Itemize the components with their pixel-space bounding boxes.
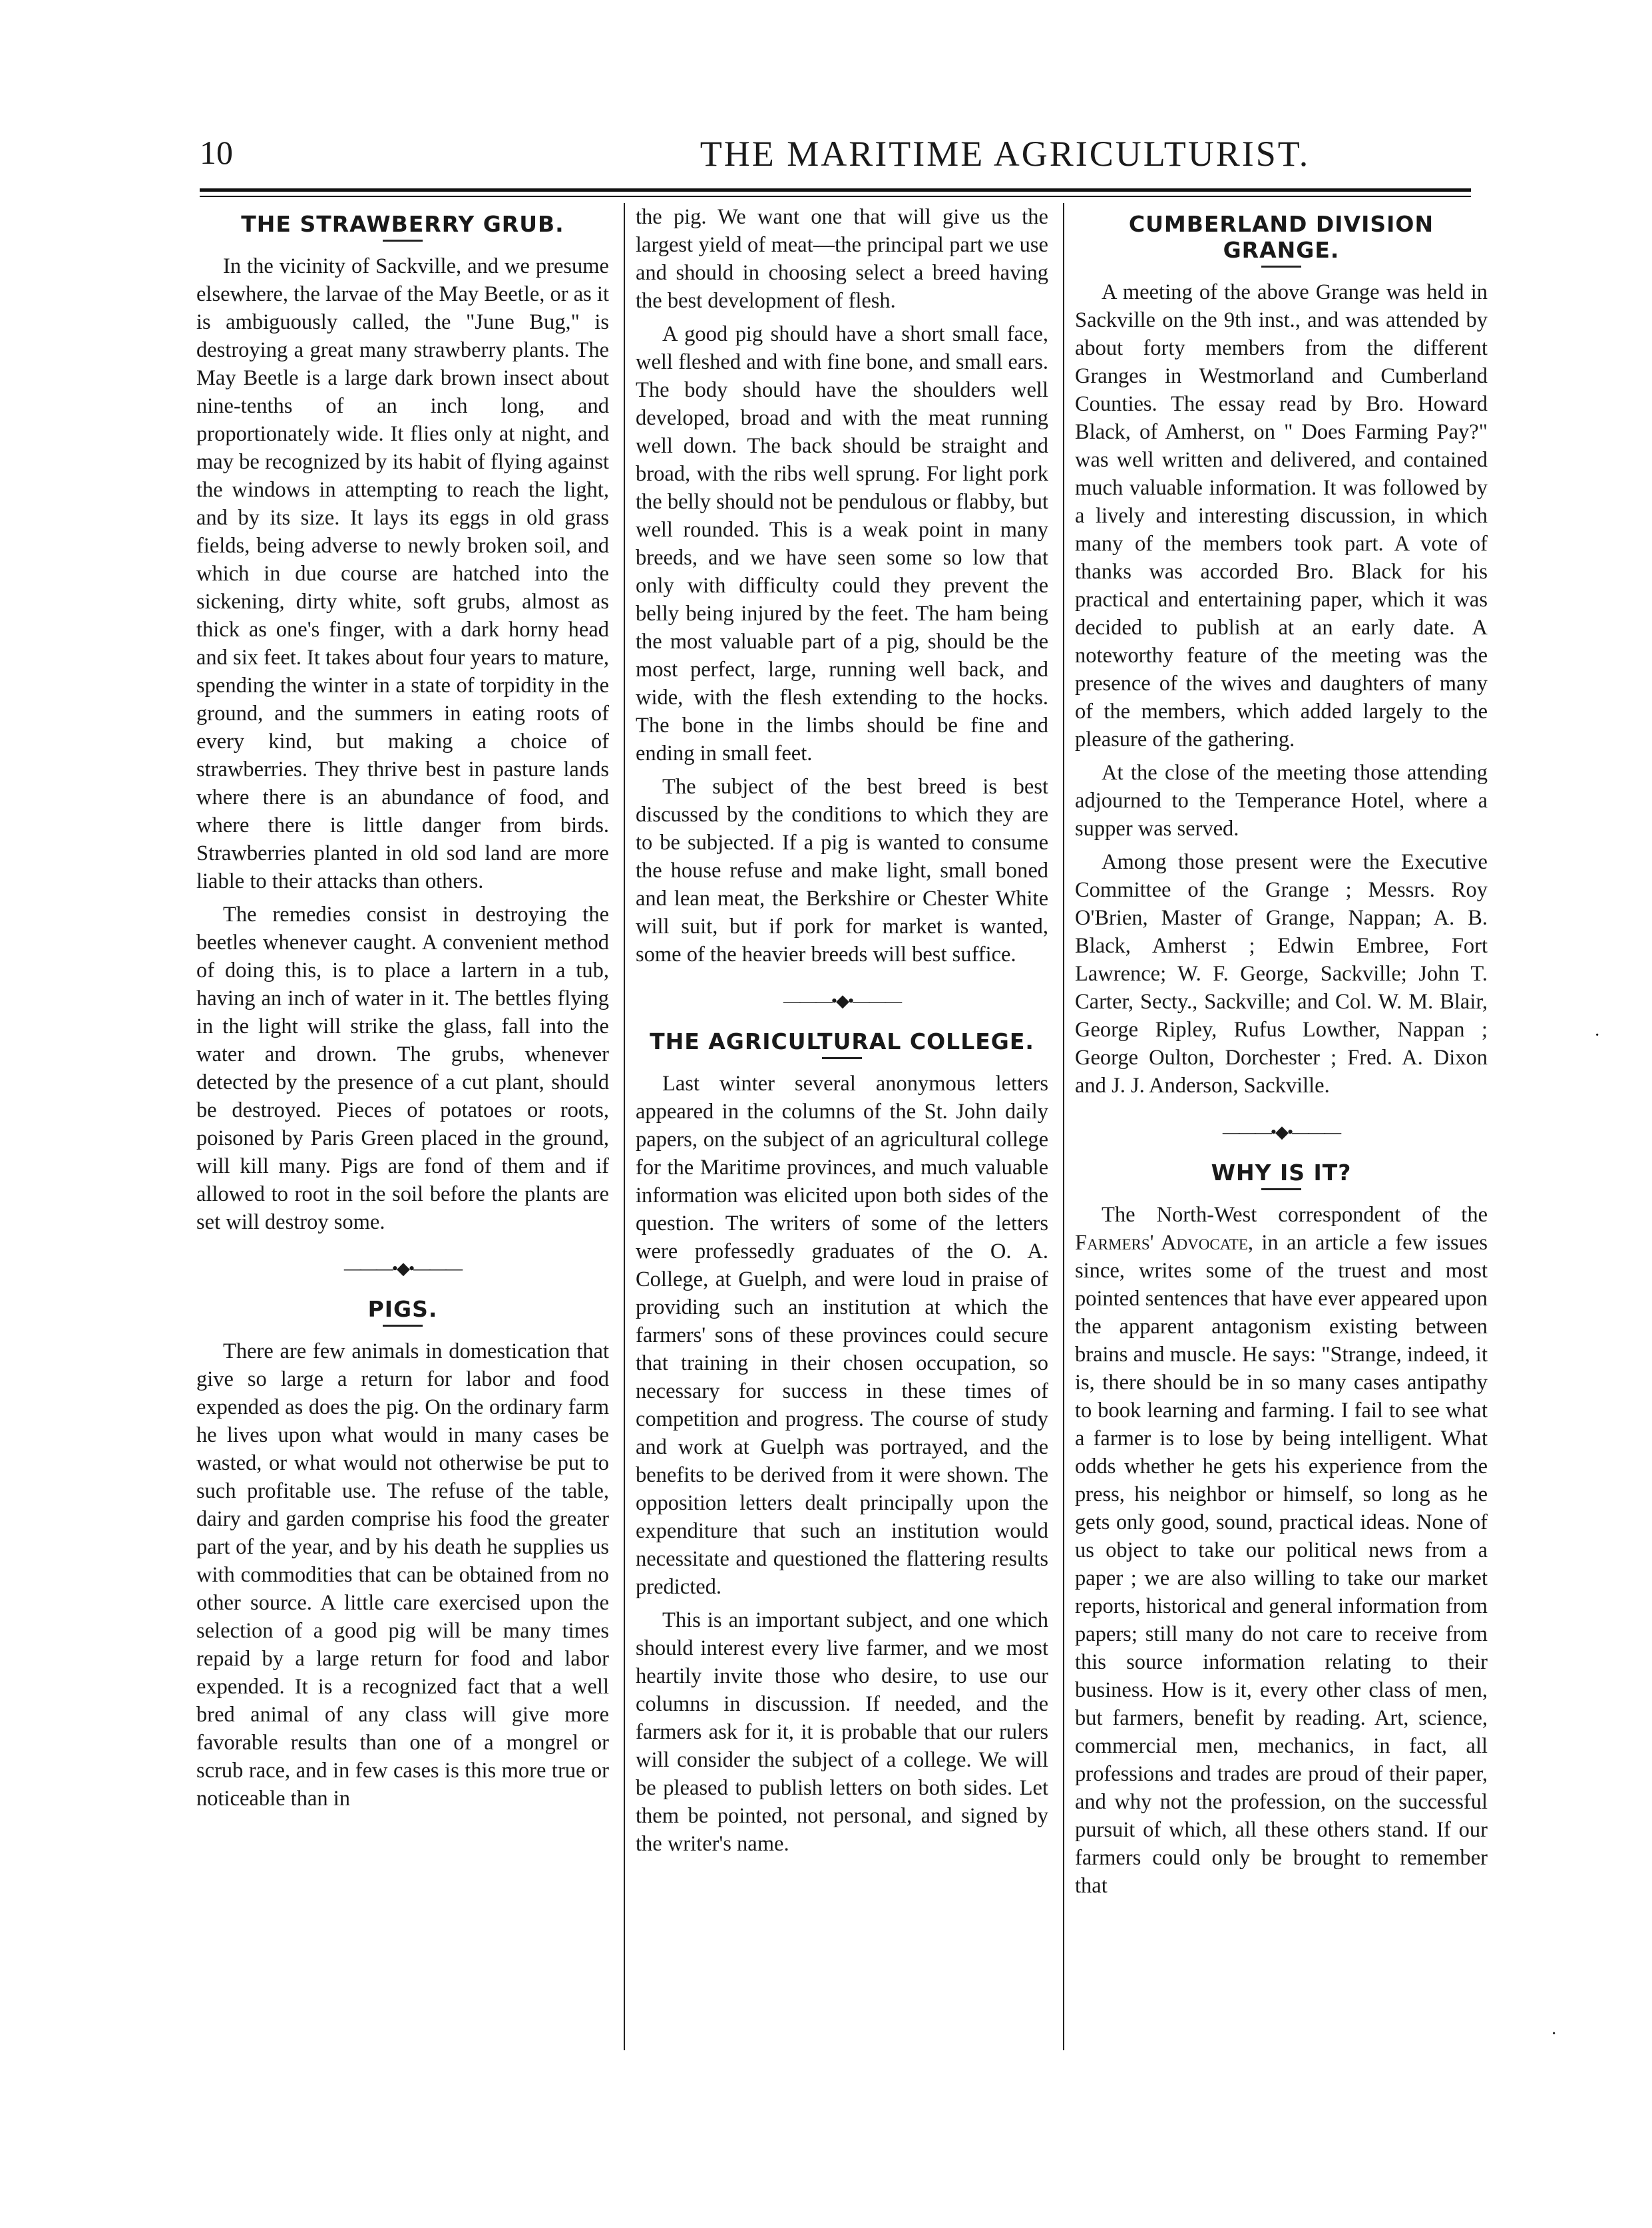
article-heading: WHY IS IT? [1211, 1160, 1352, 1186]
page-number: 10 [200, 134, 233, 171]
ink-speck: · [1551, 2024, 1557, 2044]
column-divider [624, 203, 625, 2050]
column-3 [1075, 203, 1488, 2067]
article-paragraph: The subject of the best breed is best discussed by the conditions to which they are to be subjected. If a pig is wanted to consume the house refuse and make light, small boned and lean meat, the Berkshire or Chester White will suit, but if pork for market is wanted, some of the heavier breeds will best suffice. [636, 775, 1048, 967]
article-paragraph: The remedies consist in destroying the beetles whenever caught. A convenient method of doing this, is to place a lartern in a tub, having an inch of water in it. The bettles flying in the light will strike the glass, fall into the water and drown. The grubs, whenever detected by the presence of a cut plant, should be destroyed. Pieces of potatoes or roots, poisoned by Paris Green placed in the ground, will kill many. Pigs are fond of them and if allowed to root in the soil before the plants are set will destroy some. [196, 903, 609, 1234]
article-heading: CUMBERLAND DIVISION GRANGE. [1128, 211, 1434, 263]
text-run: , in an article a few issues since, writes some of the truest and most pointed sentences that have ever appeared upon the apparent antagonism existing between brains and muscle. He says: "Strange, indeed, it is, there should be in so many cases antipathy to book learning and farming. I fail to see what a farmer is to lose by being intelligent. What odds whether he gets his experience from the press, his neighbor or himself, so long as he gets only good, sound, practical ideas. None of us object to take our political news from a paper ; we are also willing to take our market reports, historical and general information from papers; still many do not care to receive from this source information relating to their business. How is it, every other class of men, but farmers, benefit by reading. Art, science, commercial men, mechanics, in fact, all professions and trades are proud of their paper, and why not the profession, on the successful pursuit of which, all these others stand. If our farmers could only be brought to remember that [1075, 1231, 1488, 1898]
heading-rule [822, 1057, 862, 1059]
article-paragraph: This is an important subject, and one which should interest every live farmer, and we most heartily invite those who desire, to use our columns in discussion. If needed, and the farmers ask for it, it is probable that our rulers will consider the subject of a college. We will be pleased to publish letters on both sides. Let them be pointed, not personal, and signed by the writer's name. [636, 1608, 1048, 1856]
heading-rule [383, 240, 423, 242]
article-heading: THE STRAWBERRY GRUB. [241, 211, 564, 237]
article-paragraph: In the vicinity of Sackville, and we presume elsewhere, the larvae of the May Beetle, or as it is ambiguously called, the "June Bug," is destroying a great many strawberry plants. The May Beetle is a large dark brown insect about nine-tenths of an inch long, and proportionately wide. It flies only at night, and may be recognized by its habit of flying against the windows in attempting to reach the light, and by its size. It lays its eggs in old grass fields, being adverse to newly broken soil, and which in due course are hatched into the sickening, dirty white, soft grubs, almost as thick as one's finger, with a dark horny head and six feet. It takes about four years to mature, spending the winter in a state of torpidity in the ground, and the summers in eating roots of every kind, but making a choice of strawberries. They thrive best in pasture lands where there is an abundance of food, and where there is little danger from birds. Strawberries planted in old sod land are more liable to their attacks than others. [196, 254, 609, 893]
column-2 [636, 203, 1048, 2067]
newspaper-title: THE MARITIME AGRICULTURIST. [700, 134, 1311, 174]
article-paragraph: Among those present were the Executive Committee of the Grange ; Messrs. Roy O'Brien, Master of Grange, Nappan; A. B. Black, Amherst ; Edwin Embree, Fort Lawrence; W. F. George, Sackville; John T. Carter, Secty., Sackville; and Col. W. M. Blair, George Ripley, Rufus Lowther, Nappan ; George Oulton, Dorchester ; Fred. A. Dixon and J. J. Anderson, Sackville. [1075, 850, 1488, 1098]
ink-speck: · [1594, 1025, 1601, 1046]
heading-rule [1261, 266, 1301, 268]
masthead [200, 133, 1451, 180]
header-rule-thin [200, 196, 1471, 197]
article-heading: PIGS. [367, 1296, 438, 1322]
article-paragraph: There are few animals in domestication that give so large a return for labor and food expended as does the pig. On the ordinary farm he lives upon what would in many cases be wasted, or what would not otherwise be put to such profitable use. The refuse of the table, dairy and garden comprise his food the greater part of the year, and by his death he supplies us with commodities that can be obtained from no other source. A little care exercised upon the selection of a good pig will be many times repaid by a large return for food and labor expended. It is a recognized fact that a well bred animal of any class will give more favorable results than one of a mongrel or scrub race, and in few cases is this more true or noticeable than in [196, 1339, 609, 1811]
text-run: The North-West correspondent of the [1102, 1203, 1488, 1227]
column-divider [1063, 203, 1064, 2050]
article-paragraph: Last winter several anonymous letters appeared in the columns of the St. John daily papers, on the subject of an agricultural college for the Maritime provinces, and much valuable information was elicited upon both sides of the question. The writers of some of the letters were professedly graduates of the O. A. College, at Guelph, and were loud in praise of providing such an institution at which the farmers' sons of these provinces could secure that training in their chosen occupation, so necessary for success in these times of competition and progress. The course of study and work at Guelph was portrayed, and the benefits to be derived from it were shown. The opposition letters dealt principally upon the expenditure that such an institution would necessitate and questioned the flattering results predicted. [636, 1072, 1048, 1599]
article-heading: THE AGRICULTURAL COLLEGE. [650, 1028, 1034, 1054]
header-rule [200, 188, 1471, 192]
section-ornament: ———•◆•——— [783, 991, 901, 1010]
article-paragraph [1075, 1201, 1488, 1900]
column-1 [196, 203, 609, 2067]
article-paragraph: At the close of the meeting those attending adjourned to the Temperance Hotel, where a supper was served. [1075, 761, 1488, 841]
heading-rule [383, 1325, 423, 1327]
section-ornament: ———•◆•——— [1222, 1122, 1341, 1142]
section-ornament: ———•◆•——— [343, 1259, 462, 1278]
heading-rule [1261, 1188, 1301, 1190]
publication-name: Farmers' Advocate [1075, 1231, 1248, 1255]
article-paragraph: A good pig should have a short small face, well fleshed and with fine bone, and small ears. The body should have the shoulders well developed, broad and with the meat running well down. The back should be straight and broad, with the ribs well sprung. For light pork the belly should not be pendulous or flabby, but well rounded. This is a weak point in many breeds, and we have seen some so low that only with difficulty could they prevent the belly being injured by the feet. The ham being the most valuable part of a pig, should be the most perfect, large, running well back, and wide, with the flesh extending to the hocks. The bone in the limbs should be fine and ending in small feet. [636, 322, 1048, 766]
article-paragraph: the pig. We want one that will give us the largest yield of meat—the principal part we use and should in choosing select a breed having the best development of flesh. [636, 205, 1048, 313]
article-paragraph: A meeting of the above Grange was held in Sackville on the 9th inst., and was attended by about forty members from the different Granges in Westmorland and Cumberland Counties. The essay read by Bro. Howard Black, of Amherst, on " Does Farming Pay?" was well written and delivered, and contained much valuable information. It was followed by a lively and interesting discussion, in which many of the members took part. A vote of thanks was accorded Bro. Black for his practical and entertaining paper, which it was decided to publish at an early date. A noteworthy feature of the meeting was the presence of the wives and daughters of many of the members, which added largely to the pleasure of the gathering. [1075, 280, 1488, 752]
